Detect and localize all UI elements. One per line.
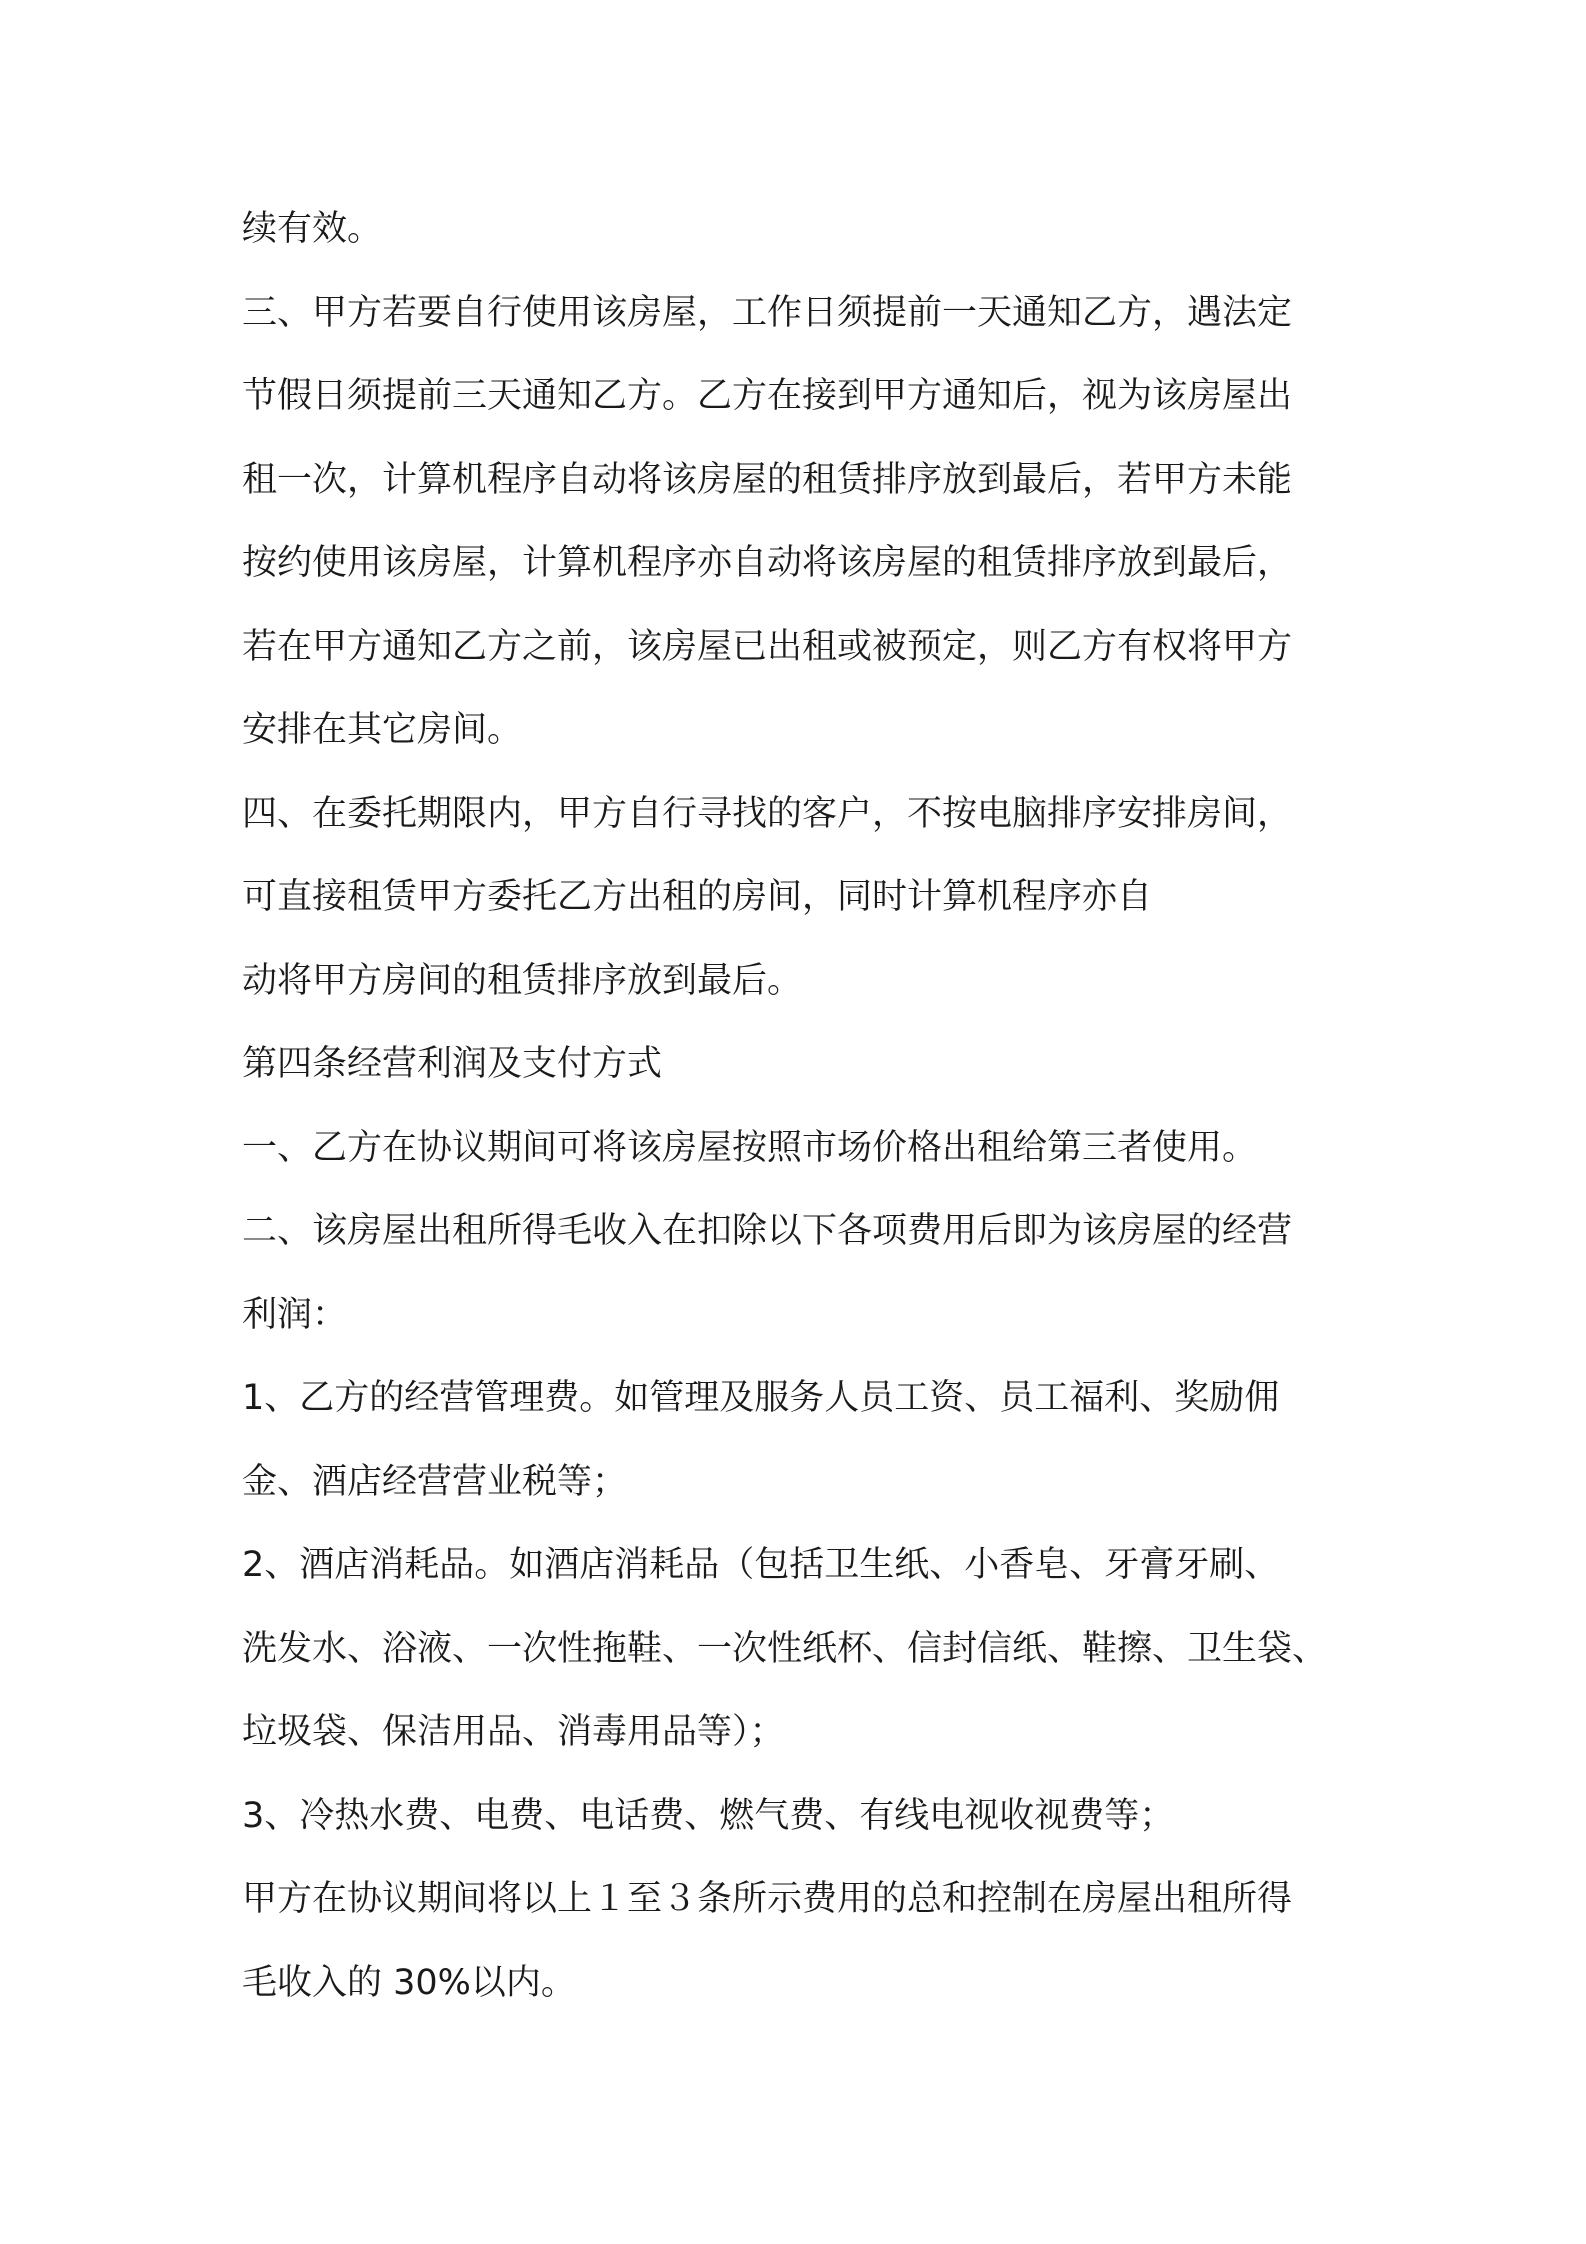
- text-line: 1、乙方的经营管理费。如管理及服务人员工资、员工福利、奖励佣: [242, 1378, 1280, 1418]
- text-line: 租一次，计算机程序自动将该房屋的租赁排序放到最后，若甲方未能: [242, 459, 1293, 500]
- text-line: 二、该房屋出租所得毛收入在扣除以下各项费用后即为该房屋的经营: [242, 1211, 1293, 1251]
- text-line: 3、冷热水费、电费、电话费、燃气费、有线电视收视费等；: [242, 1795, 1175, 1836]
- text-line: 利润：: [242, 1294, 348, 1335]
- text-line: 可直接租赁甲方委托乙方出租的房间，同时计算机程序亦自: [242, 877, 1153, 917]
- text-line: 三、甲方若要自行使用该房屋，工作日须提前一天通知乙方，遇法定: [242, 292, 1293, 333]
- text-line: 金、酒店经营营业税等；: [242, 1461, 628, 1502]
- text-line: 四、在委托期限内，甲方自行寻找的客户，不按电脑排序安排房间，: [242, 793, 1293, 834]
- text-line: 按约使用该房屋，计算机程序亦自动将该房屋的租赁排序放到最后，: [242, 543, 1293, 583]
- text-line: 洗发水、浴液、一次性拖鞋、一次性纸杯、信封信纸、鞋擦、卫生袋、: [242, 1628, 1328, 1669]
- text-line: 若在甲方通知乙方之前，该房屋已出租或被预定，则乙方有权将甲方: [242, 626, 1293, 667]
- text-line: 续有效。: [242, 209, 383, 249]
- text-line: 甲方在协议期间将以上１至３条所示费用的总和控制在房屋出租所得: [242, 1879, 1293, 1919]
- document-body: [242, 198, 1352, 2035]
- text-line: 节假日须提前三天通知乙方。乙方在接到甲方通知后，视为该房屋出: [242, 376, 1293, 416]
- text-line: 2、酒店消耗品。如酒店消耗品（包括卫生纸、小香皂、牙膏牙刷、: [242, 1545, 1280, 1585]
- text-line: 安排在其它房间。: [242, 710, 523, 750]
- text-line: 毛收入的 30%以内。: [242, 1962, 576, 2003]
- text-line: 一、乙方在协议期间可将该房屋按照市场价格出租给第三者使用。: [242, 1127, 1258, 1168]
- section-heading: 第四条经营利润及支付方式: [242, 1044, 663, 1084]
- text-line: 动将甲方房间的租赁排序放到最后。: [242, 960, 803, 1001]
- text-line: 垃圾袋、保洁用品、消毒用品等）；: [242, 1712, 785, 1752]
